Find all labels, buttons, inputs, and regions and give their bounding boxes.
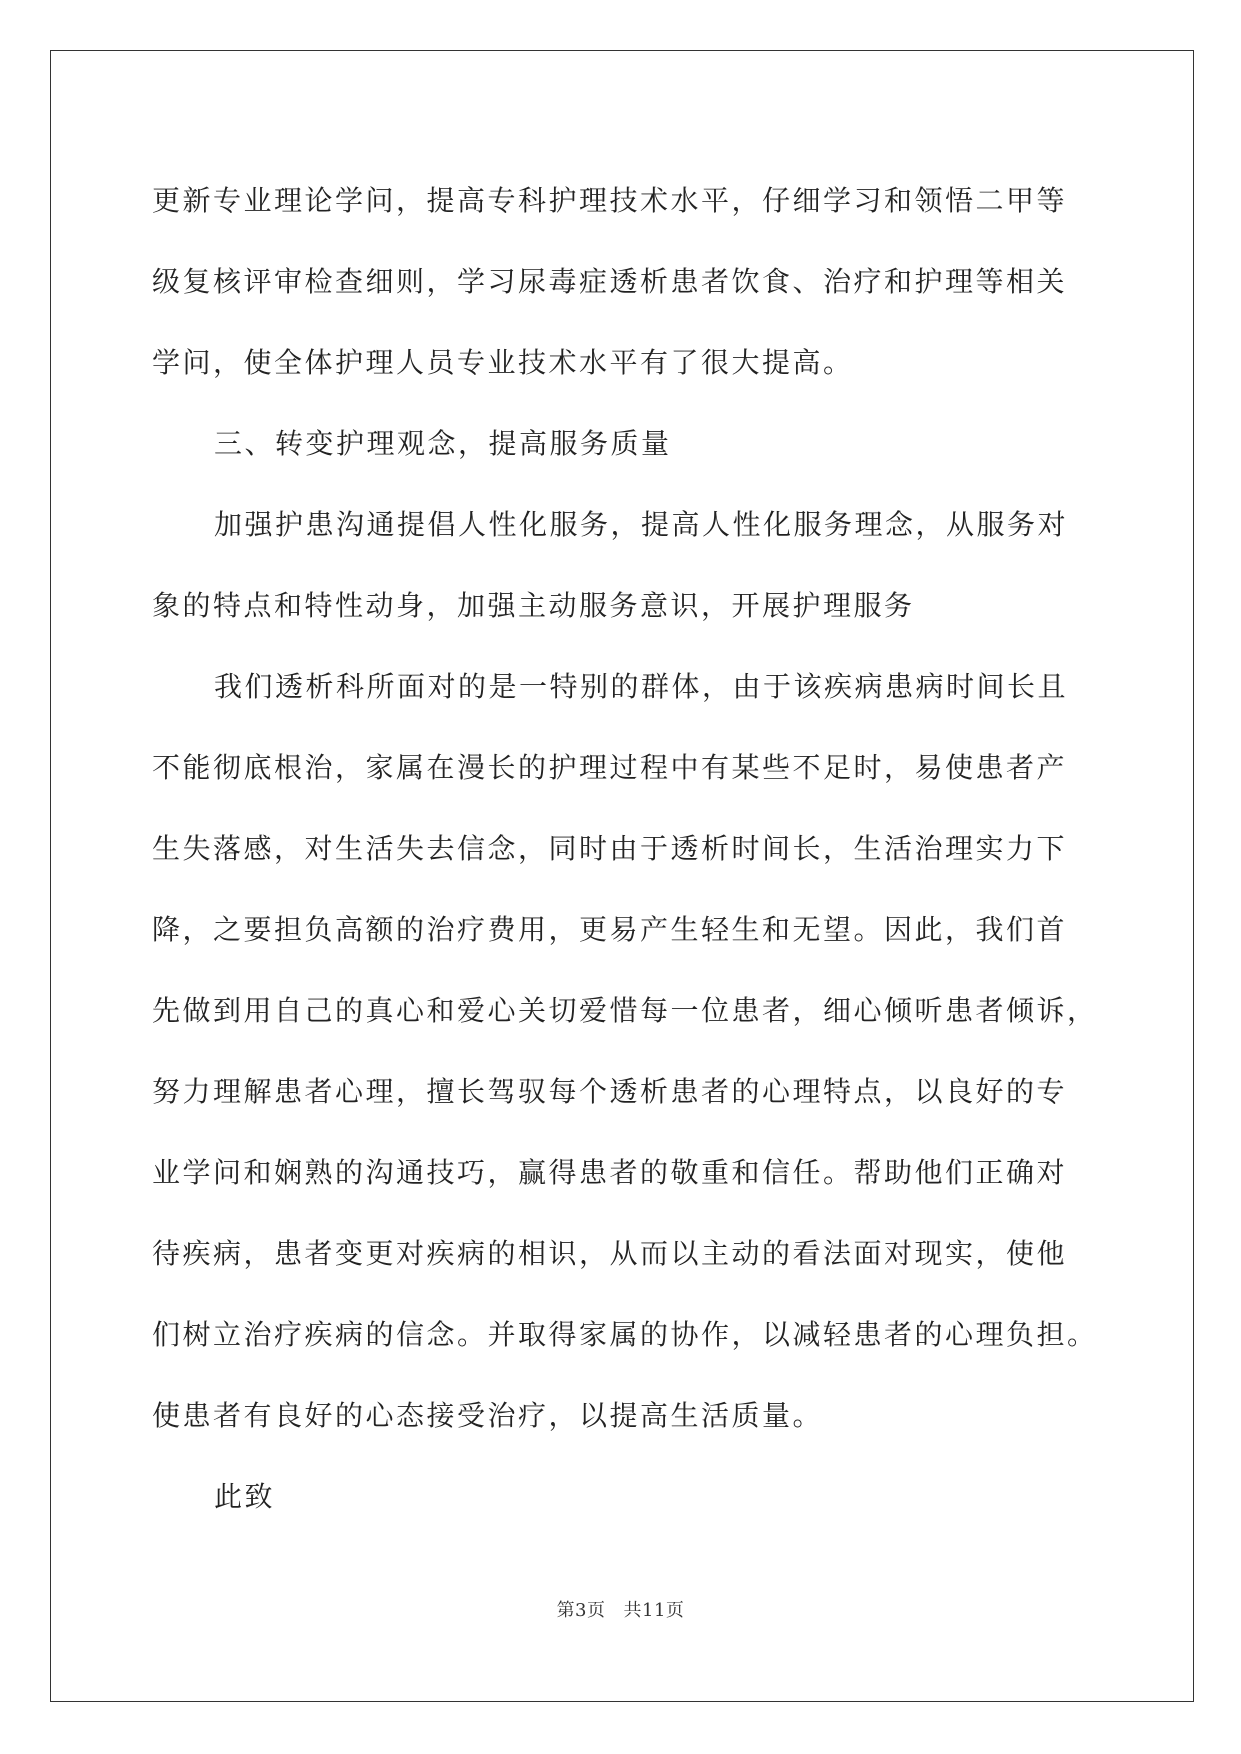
paragraph-line: 使患者有良好的心态接受治疗，以提高生活质量。 [152,1399,824,1432]
paragraph-line: 们树立治疗疾病的信念。并取得家属的协作，以减轻患者的心理负担。 [152,1318,1098,1351]
document-body [152,160,1098,1537]
paragraph-line: 业学问和娴熟的沟通技巧，赢得患者的敬重和信任。帮助他们正确对 [152,1156,1068,1189]
paragraph-line: 学问，使全体护理人员专业技术水平有了很大提高。 [152,346,854,379]
paragraph-line: 努力理解患者心理，擅长驾驭每个透析患者的心理特点，以良好的专 [152,1075,1068,1108]
paragraph-line: 降，之要担负高额的治疗费用，更易产生轻生和无望。因此，我们首 [152,913,1068,946]
paragraph-line: 待疾病，患者变更对疾病的相识，从而以主动的看法面对现实，使他 [152,1237,1068,1270]
paragraph-line: 更新专业理论学问，提高专科护理技术水平，仔细学习和领悟二甲等 [152,184,1068,217]
paragraph-line: 先做到用自己的真心和爱心关切爱惜每一位患者，细心倾听患者倾诉， [152,994,1098,1027]
paragraph-line: 我们透析科所面对的是一特别的群体，由于该疾病患病时间长且 [214,670,1069,703]
page-number: 第3页 [556,1600,606,1621]
paragraph-line: 象的特点和特性动身，加强主动服务意识，开展护理服务 [152,589,915,622]
page-total: 共11页 [623,1600,685,1621]
paragraph-line: 加强护患沟通提倡人性化服务，提高人性化服务理念，从服务对 [214,508,1069,541]
paragraph-line: 不能彻底根治，家属在漫长的护理过程中有某些不足时，易使患者产 [152,751,1068,784]
paragraph-line: 级复核评审检查细则，学习尿毒症透析患者饮食、治疗和护理等相关 [152,265,1068,298]
section-heading: 三、转变护理观念，提高服务质量 [214,427,672,460]
paragraph-line: 生失落感，对生活失去信念，同时由于透析时间长，生活治理实力下 [152,832,1068,865]
closing-salutation: 此致 [214,1480,276,1513]
page-footer [0,1596,1241,1622]
